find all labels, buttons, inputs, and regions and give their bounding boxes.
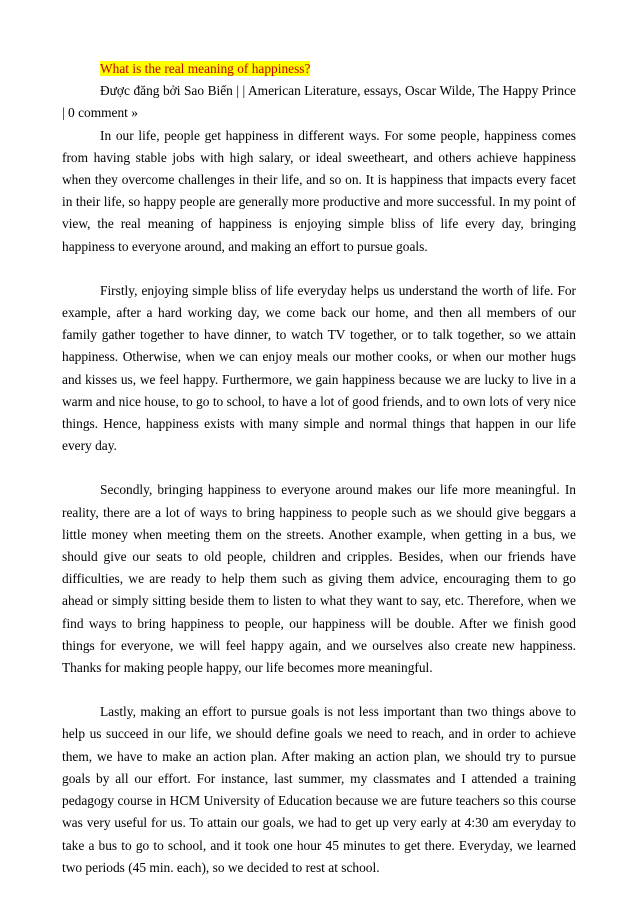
article-title: What is the real meaning of happiness? xyxy=(100,61,311,76)
post-meta: Được đăng bởi Sao Biển | | American Literature, essays, Oscar Wilde, The Happy Prince | 0 comment » xyxy=(62,83,576,121)
paragraph-intro: In our life, people get happiness in different ways. For some people, happiness comes from having stable jobs with high salary, or ideal sweetheart, and others achieve happiness when they overcome challenges in their life, and so on. It is happiness that impacts every facet in their life, so happy people are generally more productive and more successful. In my point of view, the real meaning of happiness is enjoying simple bliss of life every day, bringing happiness to everyone around, and making an effort to pursue goals. xyxy=(62,127,576,254)
paragraph-lastly: Lastly, making an effort to pursue goals is not less important than two things above to help us succeed in our life, we should define goals we need to reach, and in order to achieve them, we have to make an action plan. After making an action plan, we should try to pursue goals by all our effort. For instance, last summer, my classmates and I attended a training pedagogy course in HCM University of Education because we are future teachers so this course was very useful for us. To attain our goals, we had to get up very early at 4:30 am everyday to take a bus to go to school, and it took one hour 45 minutes to get there. Everyday, we learned two periods (45 min. each), so we decided to rest at school. xyxy=(62,704,576,875)
title-line xyxy=(62,58,576,80)
document-page xyxy=(62,58,576,879)
paragraph-firstly: Firstly, enjoying simple bliss of life everyday helps us understand the worth of life. For example, after a hard working day, we come back our home, and then all members of our family gather together to have dinner, to watch TV together, or to talk together, so we attain happiness. Otherwise, when we can enjoy meals our mother cooks, or when our mother hugs and kisses us, we feel happy. Furthermore, we gain happiness because we are lucky to live in a warm and nice house, to go to school, to have a lot of good friends, and to own lots of very nice things. Hence, happiness exists with many simple and normal things that happen in our life every day. xyxy=(62,282,576,454)
paragraph-secondly: Secondly, bringing happiness to everyone around makes our life more meaningful. In reality, there are a lot of ways to bring happiness to people such as we should give beggars a little money when meeting them on the streets. Another example, when getting in a bus, we should give our seats to old people, children and cripples. Besides, when our friends have difficulties, we are ready to help them such as giving them advice, encouraging them to go ahead or simply sitting beside them to listen to what they want to say, etc. Therefore, when we find ways to bring happiness to people, our happiness will be double. After we finish good things for everyone, we will feel happy again, and we ourselves also create new happiness. Thanks for making people happy, our life becomes more meaningful. xyxy=(62,482,576,676)
paragraph-spacer xyxy=(62,258,576,280)
paragraph-spacer xyxy=(62,457,576,479)
paragraph-spacer xyxy=(62,679,576,701)
